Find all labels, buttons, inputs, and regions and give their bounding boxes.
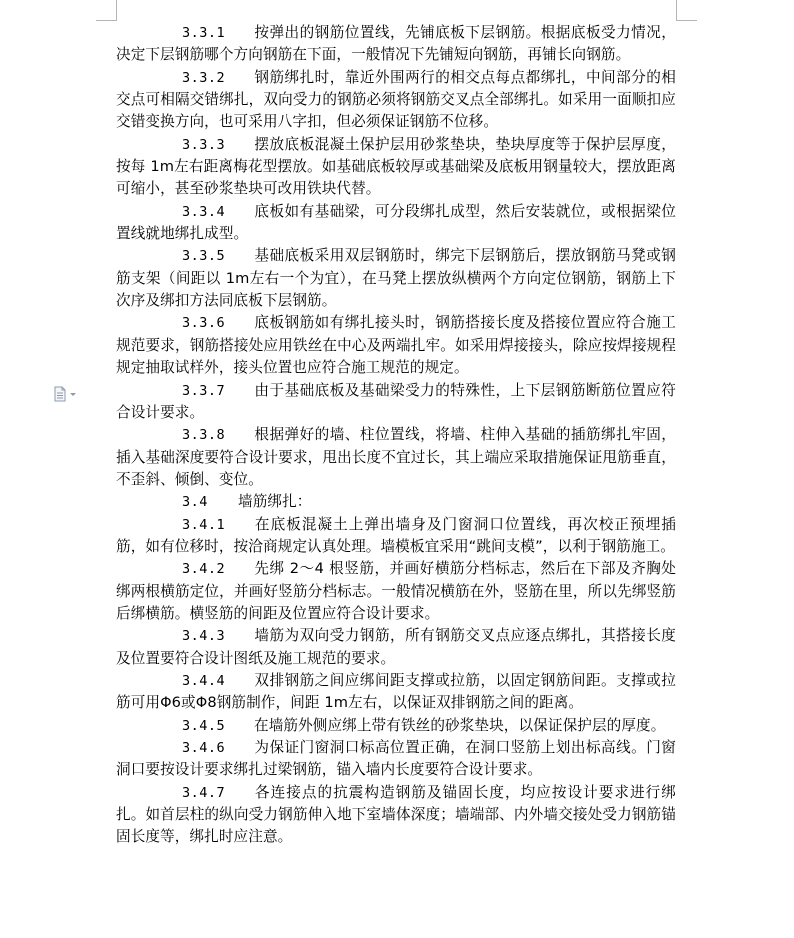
paragraph-text: 根据弹好的墙、柱位置线，将墙、柱伸入基础的插筋绑扎牢固，插入基础深度要符合设计要求，甩出长度不宜过长，其上端应采取措施保证甩筋垂直，不歪斜、倾倒、变位。 <box>116 426 676 488</box>
paragraph <box>116 67 676 134</box>
paragraph <box>116 312 676 379</box>
section-number: 3.3.1 <box>182 25 226 41</box>
paragraph-text: 底板如有基础梁，可分段绑扎成型，然后安装就位，或根据梁位置线就地绑扎成型。 <box>116 202 676 243</box>
paragraph-text: 在墙筋外侧应绑上带有铁丝的砂浆垫块，以保证保护层的厚度。 <box>254 716 666 734</box>
section-number: 3.3.7 <box>182 382 226 399</box>
paragraph-text: 在底板混凝土上弹出墙身及门窗洞口位置线，再次校正预埋插筋，如有位移时，按洽商规定认真处理。墙模板宜采用“跳间支模”，以利于钢筋施工。 <box>116 515 676 555</box>
paragraph-text: 由于基础底板及基础梁受力的特殊性，上下层钢筋断筋位置应符合设计要求。 <box>116 381 676 421</box>
section-number: 3.4.6 <box>182 740 226 756</box>
section-number: 3.3.2 <box>182 69 226 86</box>
paragraph <box>116 737 676 782</box>
section-number: 3.3.5 <box>182 248 226 265</box>
paragraph-text: 基础底板采用双层钢筋时，绑完下层钢筋后，摆放钢筋马凳或钢筋支架（间距以 1m左右一个为宜），在马凳上摆放纵横两个方向定位钢筋，钢筋上下次序及绑扣方法同底板下层钢筋。 <box>116 247 676 310</box>
section-number: 3.3.4 <box>182 203 226 220</box>
paragraph <box>116 380 676 425</box>
document-body <box>116 22 676 849</box>
section-number: 3.3.8 <box>182 427 226 444</box>
document-options-icon[interactable] <box>52 385 82 403</box>
paragraph-text: 墙筋绑扎： <box>238 493 312 511</box>
section-number: 3.4.1 <box>182 516 226 533</box>
paragraph-text: 摆放底板混凝土保护层用砂浆垫块，垫块厚度等于保护层厚度，按每 1m左右距离梅花型摆放。如基础底板较厚或基础梁及底板用钢量较大，摆放距离可缩小，甚至砂浆垫块可改用铁块代替。 <box>116 135 676 198</box>
paragraph <box>116 22 676 67</box>
crop-mark-right-vertical <box>676 0 677 20</box>
paragraph-text: 钢筋绑扎时，靠近外围两行的相交点每点都绑扎，中间部分的相交点可相隔交错绑扎，双向受力的钢筋必须将钢筋交叉点全部绑扎。如采用一面顺扣应交错变换方向，也可采用八字扣，但必须保证钢筋不位移。 <box>116 68 676 131</box>
paragraph-text: 为保证门窗洞口标高位置正确，在洞口竖筋上划出标高线。门窗洞口要按设计要求绑扎过梁钢筋，锚入墙内长度要符合设计要求。 <box>116 739 676 779</box>
paragraph-text: 底板钢筋如有绑扎接头时，钢筋搭接长度及搭接位置应符合施工规范要求，钢筋搭接处应用铁丝在中心及两端扎牢。如采用焊接接头，除应按焊接规程规定抽取试样外，接头位置也应符合施工规范的规定。 <box>116 314 676 377</box>
paragraph <box>116 201 676 246</box>
section-number: 3.4.5 <box>182 717 226 734</box>
section-number: 3.4.4 <box>182 672 226 689</box>
paragraph <box>116 715 676 737</box>
section-number: 3.3.3 <box>182 136 226 153</box>
crop-mark-left-horizontal <box>96 20 117 21</box>
paragraph <box>116 134 676 201</box>
paragraph-text: 按弹出的钢筋位置线，先铺底板下层钢筋。根据底板受力情况，决定下层钢筋哪个方向钢筋在下面，一般情况下先铺短向钢筋，再铺长向钢筋。 <box>116 24 676 64</box>
section-number: 3.4.3 <box>182 628 226 645</box>
paragraph-text: 先绑 2～4 根竖筋，并画好横筋分档标志，然后在下部及齐胸处绑两根横筋定位，并画好竖筋分档标志。一般情况横筋在外，竖筋在里，所以先绑竖筋后绑横筋。横竖筋的间距及位置应符合设计要求。 <box>116 560 676 622</box>
paragraph <box>116 670 676 715</box>
paragraph <box>116 491 676 513</box>
paragraph <box>116 424 676 491</box>
section-number: 3.4.7 <box>182 784 226 801</box>
section-number: 3.3.6 <box>182 315 226 332</box>
paragraph-text: 双排钢筋之间应绑间距支撑或拉筋，以固定钢筋间距。支撑或拉筋可用Φ6或Φ8钢筋制作，间距 1m左右，以保证双排钢筋之间的距离。 <box>116 671 676 712</box>
paragraph-text: 各连接点的抗震构造钢筋及锚固长度，均应按设计要求进行绑扎。如首层柱的纵向受力钢筋伸入地下室墙体深度；墙端部、内外墙交接处受力钢筋锚固长度等，绑扎时应注意。 <box>116 783 676 846</box>
paragraph-text: 墙筋为双向受力钢筋，所有钢筋交叉点应逐点绑扎，其搭接长度及位置要符合设计图纸及施工规范的要求。 <box>116 627 676 667</box>
paragraph <box>116 245 676 312</box>
paragraph <box>116 558 676 625</box>
crop-mark-right-horizontal <box>676 20 697 21</box>
crop-mark-left-vertical <box>116 0 117 20</box>
paragraph <box>116 625 676 670</box>
section-number: 3.4 <box>182 494 208 511</box>
paragraph <box>116 782 676 849</box>
paragraph <box>116 514 676 559</box>
section-number: 3.4.2 <box>182 561 226 578</box>
